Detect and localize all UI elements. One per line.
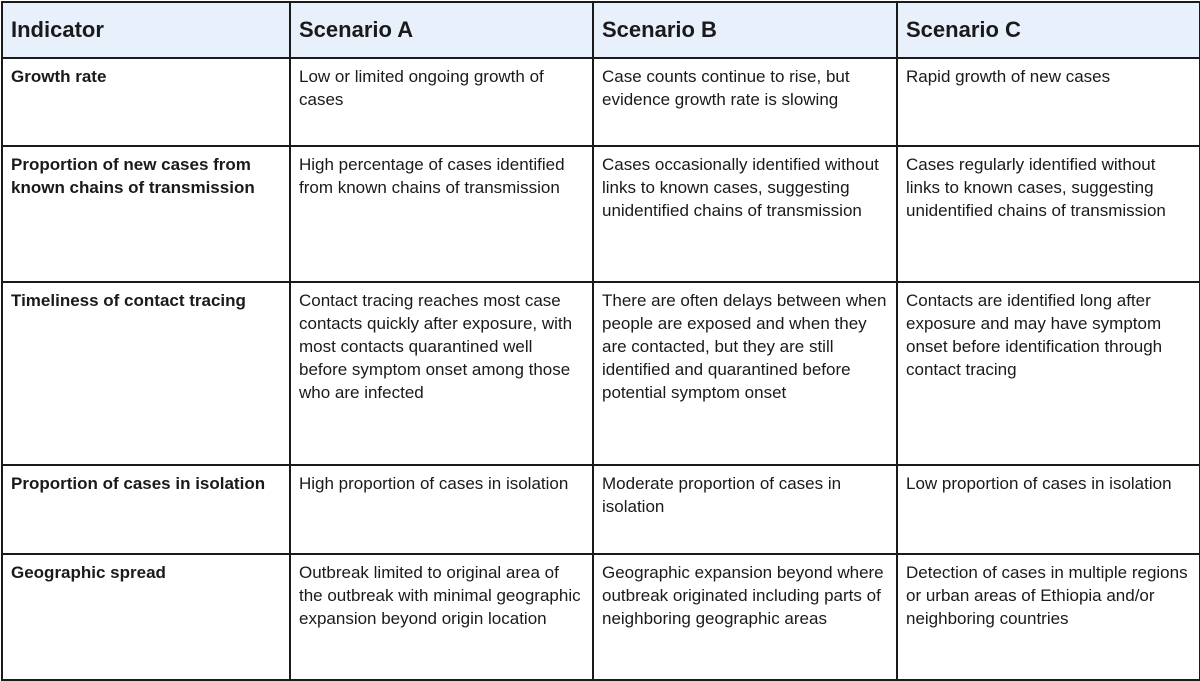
scenario-c-cell: Contacts are identified long after exposure and may have symptom onset before identification through contact tracing (897, 282, 1200, 465)
scenario-a-cell: Contact tracing reaches most case contacts quickly after exposure, with most contacts quarantined well before symptom onset among those who are infected (290, 282, 593, 465)
table-header-row (2, 2, 1200, 58)
indicator-cell: Growth rate (2, 58, 290, 146)
indicator-cell: Geographic spread (2, 554, 290, 680)
header-indicator: Indicator (2, 2, 290, 58)
scenario-c-cell: Detection of cases in multiple regions or urban areas of Ethiopia and/or neighboring countries (897, 554, 1200, 680)
table-row (2, 58, 1200, 146)
scenario-a-cell: High proportion of cases in isolation (290, 465, 593, 554)
scenario-c-cell: Low proportion of cases in isolation (897, 465, 1200, 554)
scenario-c-cell: Rapid growth of new cases (897, 58, 1200, 146)
indicator-cell: Proportion of new cases from known chains of transmission (2, 146, 290, 282)
scenario-a-cell: Low or limited ongoing growth of cases (290, 58, 593, 146)
scenario-c-cell: Cases regularly identified without links to known cases, suggesting unidentified chains of transmission (897, 146, 1200, 282)
table-row (2, 282, 1200, 465)
scenario-b-cell: Moderate proportion of cases in isolation (593, 465, 897, 554)
indicator-cell: Timeliness of contact tracing (2, 282, 290, 465)
scenario-b-cell: There are often delays between when people are exposed and when they are contacted, but they are still identified and quarantined before potential symptom onset (593, 282, 897, 465)
scenario-a-cell: High percentage of cases identified from known chains of transmission (290, 146, 593, 282)
table-row (2, 554, 1200, 680)
header-scenario-c: Scenario C (897, 2, 1200, 58)
indicator-cell: Proportion of cases in isolation (2, 465, 290, 554)
scenario-b-cell: Case counts continue to rise, but evidence growth rate is slowing (593, 58, 897, 146)
scenario-a-cell: Outbreak limited to original area of the outbreak with minimal geographic expansion beyond origin location (290, 554, 593, 680)
scenario-b-cell: Geographic expansion beyond where outbreak originated including parts of neighboring geographic areas (593, 554, 897, 680)
header-scenario-b: Scenario B (593, 2, 897, 58)
header-scenario-a: Scenario A (290, 2, 593, 58)
scenario-b-cell: Cases occasionally identified without links to known cases, suggesting unidentified chains of transmission (593, 146, 897, 282)
table-row (2, 465, 1200, 554)
scenario-indicator-table (1, 1, 1200, 681)
table-row (2, 146, 1200, 282)
